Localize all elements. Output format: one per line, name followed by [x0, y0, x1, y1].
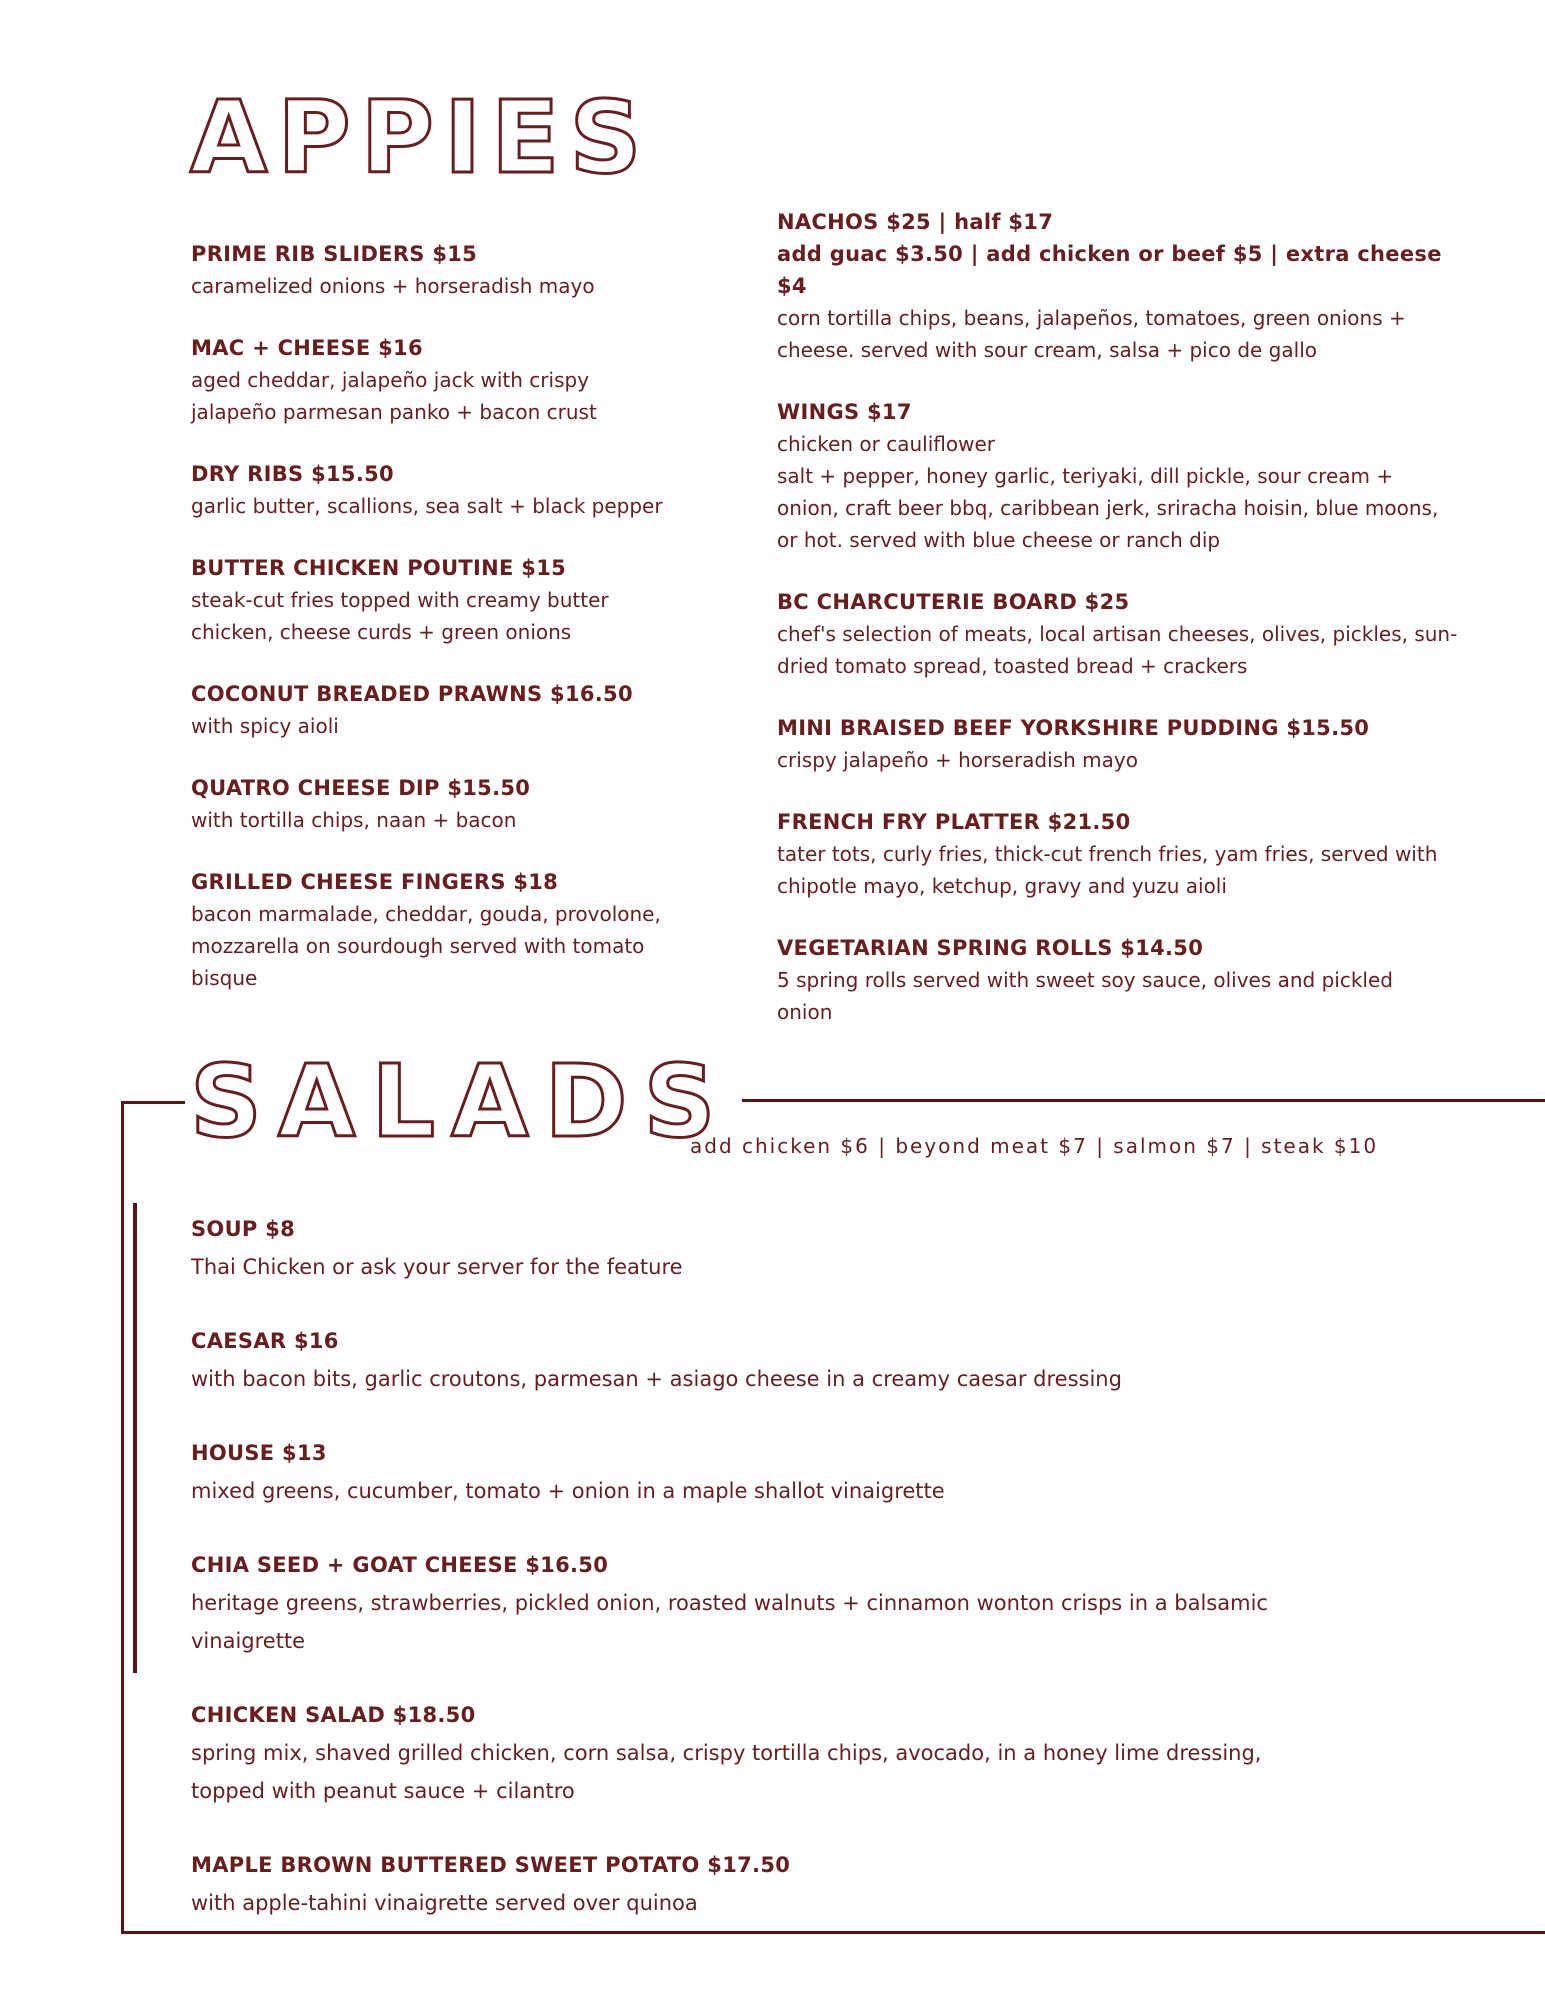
menu-item-name: MAC + CHEESE $16 — [191, 336, 423, 360]
menu-item-description: crispy jalapeño + horseradish mayo — [777, 748, 1138, 772]
menu-item — [777, 806, 1477, 902]
menu-item-description: onion — [777, 1000, 833, 1024]
menu-item — [191, 1210, 1341, 1286]
menu-item-description: tater tots, curly fries, thick-cut french fries, yam fries, served with — [777, 842, 1438, 866]
menu-item-name: MINI BRAISED BEEF YORKSHIRE PUDDING $15.50 — [777, 716, 1370, 740]
menu-item — [191, 772, 711, 836]
menu-item — [191, 1846, 1341, 1922]
menu-item — [191, 458, 711, 522]
menu-item-name: NACHOS $25 | half $17 — [777, 210, 1054, 234]
menu-item-description: or hot. served with blue cheese or ranch dip — [777, 528, 1221, 552]
menu-item-name: GRILLED CHEESE FINGERS $18 — [191, 870, 559, 894]
menu-item — [191, 1696, 1341, 1810]
menu-item-description: heritage greens, strawberries, pickled onion, roasted walnuts + cinnamon wonton crisps in a balsamic — [191, 1591, 1268, 1615]
menu-item-name: COCONUT BREADED PRAWNS $16.50 — [191, 682, 633, 706]
menu-item-description: chicken or cauliflower — [777, 432, 996, 456]
menu-item-description: with apple-tahini vinaigrette served over quinoa — [191, 1891, 698, 1915]
menu-item-name: FRENCH FRY PLATTER $21.50 — [777, 810, 1131, 834]
menu-item-description: Thai Chicken or ask your server for the feature — [191, 1255, 683, 1279]
salads-frame-top-left-rule — [121, 1101, 185, 1104]
menu-item-name: HOUSE $13 — [191, 1441, 327, 1465]
menu-item-description: with tortilla chips, naan + bacon — [191, 808, 517, 832]
menu-item-description: jalapeño parmesan panko + bacon crust — [191, 400, 597, 424]
salads-list — [191, 1210, 1341, 1958]
menu-item-name: WINGS $17 — [777, 400, 912, 424]
menu-item-description: chicken, cheese curds + green onions — [191, 620, 572, 644]
menu-item — [191, 238, 711, 302]
menu-item-description: bacon marmalade, cheddar, gouda, provolone, — [191, 902, 661, 926]
menu-item-name: DRY RIBS $15.50 — [191, 462, 394, 486]
menu-item-addons: add guac $3.50 | add chicken or beef $5 | extra cheese $4 — [777, 242, 1442, 298]
menu-item-name: CAESAR $16 — [191, 1329, 339, 1353]
menu-item-description: vinaigrette — [191, 1629, 306, 1653]
menu-item-name: PRIME RIB SLIDERS $15 — [191, 242, 478, 266]
menu-item-description: mozzarella on sourdough served with tomato — [191, 934, 645, 958]
menu-item — [777, 932, 1477, 1028]
menu-item — [777, 396, 1477, 556]
menu-item-description: chipotle mayo, ketchup, gravy and yuzu aioli — [777, 874, 1227, 898]
menu-item — [777, 206, 1477, 366]
menu-item-description: with bacon bits, garlic croutons, parmesan + asiago cheese in a creamy caesar dressing — [191, 1367, 1122, 1391]
menu-item-description: garlic butter, scallions, sea salt + black pepper — [191, 494, 663, 518]
menu-item-description: with spicy aioli — [191, 714, 339, 738]
menu-item — [191, 1434, 1341, 1510]
menu-item-description: bisque — [191, 966, 258, 990]
menu-item-description: chef's selection of meats, local artisan cheeses, olives, pickles, sun- — [777, 622, 1458, 646]
menu-item-name: BUTTER CHICKEN POUTINE $15 — [191, 556, 567, 580]
menu-item-name: VEGETARIAN SPRING ROLLS $14.50 — [777, 936, 1204, 960]
salads-frame-left-rule — [121, 1101, 124, 1934]
salads-frame-top-right-rule — [645, 1099, 1545, 1102]
menu-item-name: MAPLE BROWN BUTTERED SWEET POTATO $17.50 — [191, 1853, 791, 1877]
menu-item-description: dried tomato spread, toasted bread + crackers — [777, 654, 1248, 678]
menu-item — [191, 552, 711, 648]
menu-item — [777, 712, 1477, 776]
menu-item-description: corn tortilla chips, beans, jalapeños, tomatoes, green onions + — [777, 306, 1406, 330]
menu-item — [777, 586, 1477, 682]
menu-item-description: 5 spring rolls served with sweet soy sauce, olives and pickled — [777, 968, 1393, 992]
menu-item — [191, 866, 711, 994]
salads-inner-accent-rule — [133, 1203, 137, 1673]
salads-addons-text: add chicken $6 | beyond meat $7 | salmon $7 | steak $10 — [690, 1134, 1379, 1158]
menu-item-description: steak-cut fries topped with creamy butter — [191, 588, 609, 612]
menu-item — [191, 1322, 1341, 1398]
appies-left-column — [191, 238, 711, 1024]
menu-item — [191, 1546, 1341, 1660]
appies-heading: APPIES — [190, 79, 652, 196]
menu-item-description: spring mix, shaved grilled chicken, corn salsa, crispy tortilla chips, avocado, in a honey lime dressing, — [191, 1741, 1262, 1765]
menu-item-description: onion, craft beer bbq, caribbean jerk, sriracha hoisin, blue moons, — [777, 496, 1439, 520]
salads-heading: SALADS — [190, 1052, 742, 1152]
menu-item-description: mixed greens, cucumber, tomato + onion in a maple shallot vinaigrette — [191, 1479, 945, 1503]
menu-item-description: caramelized onions + horseradish mayo — [191, 274, 595, 298]
menu-item-name: QUATRO CHEESE DIP $15.50 — [191, 776, 531, 800]
appies-right-column — [777, 206, 1477, 1058]
menu-item — [191, 678, 711, 742]
menu-item-name: SOUP $8 — [191, 1217, 296, 1241]
menu-item-description: aged cheddar, jalapeño jack with crispy — [191, 368, 590, 392]
menu-item-name: CHICKEN SALAD $18.50 — [191, 1703, 476, 1727]
menu-item-name: CHIA SEED + GOAT CHEESE $16.50 — [191, 1553, 609, 1577]
menu-item-name: BC CHARCUTERIE BOARD $25 — [777, 590, 1130, 614]
menu-item — [191, 332, 711, 428]
menu-item-description: topped with peanut sauce + cilantro — [191, 1779, 575, 1803]
menu-item-description: cheese. served with sour cream, salsa + pico de gallo — [777, 338, 1317, 362]
menu-item-description: salt + pepper, honey garlic, teriyaki, dill pickle, sour cream + — [777, 464, 1394, 488]
